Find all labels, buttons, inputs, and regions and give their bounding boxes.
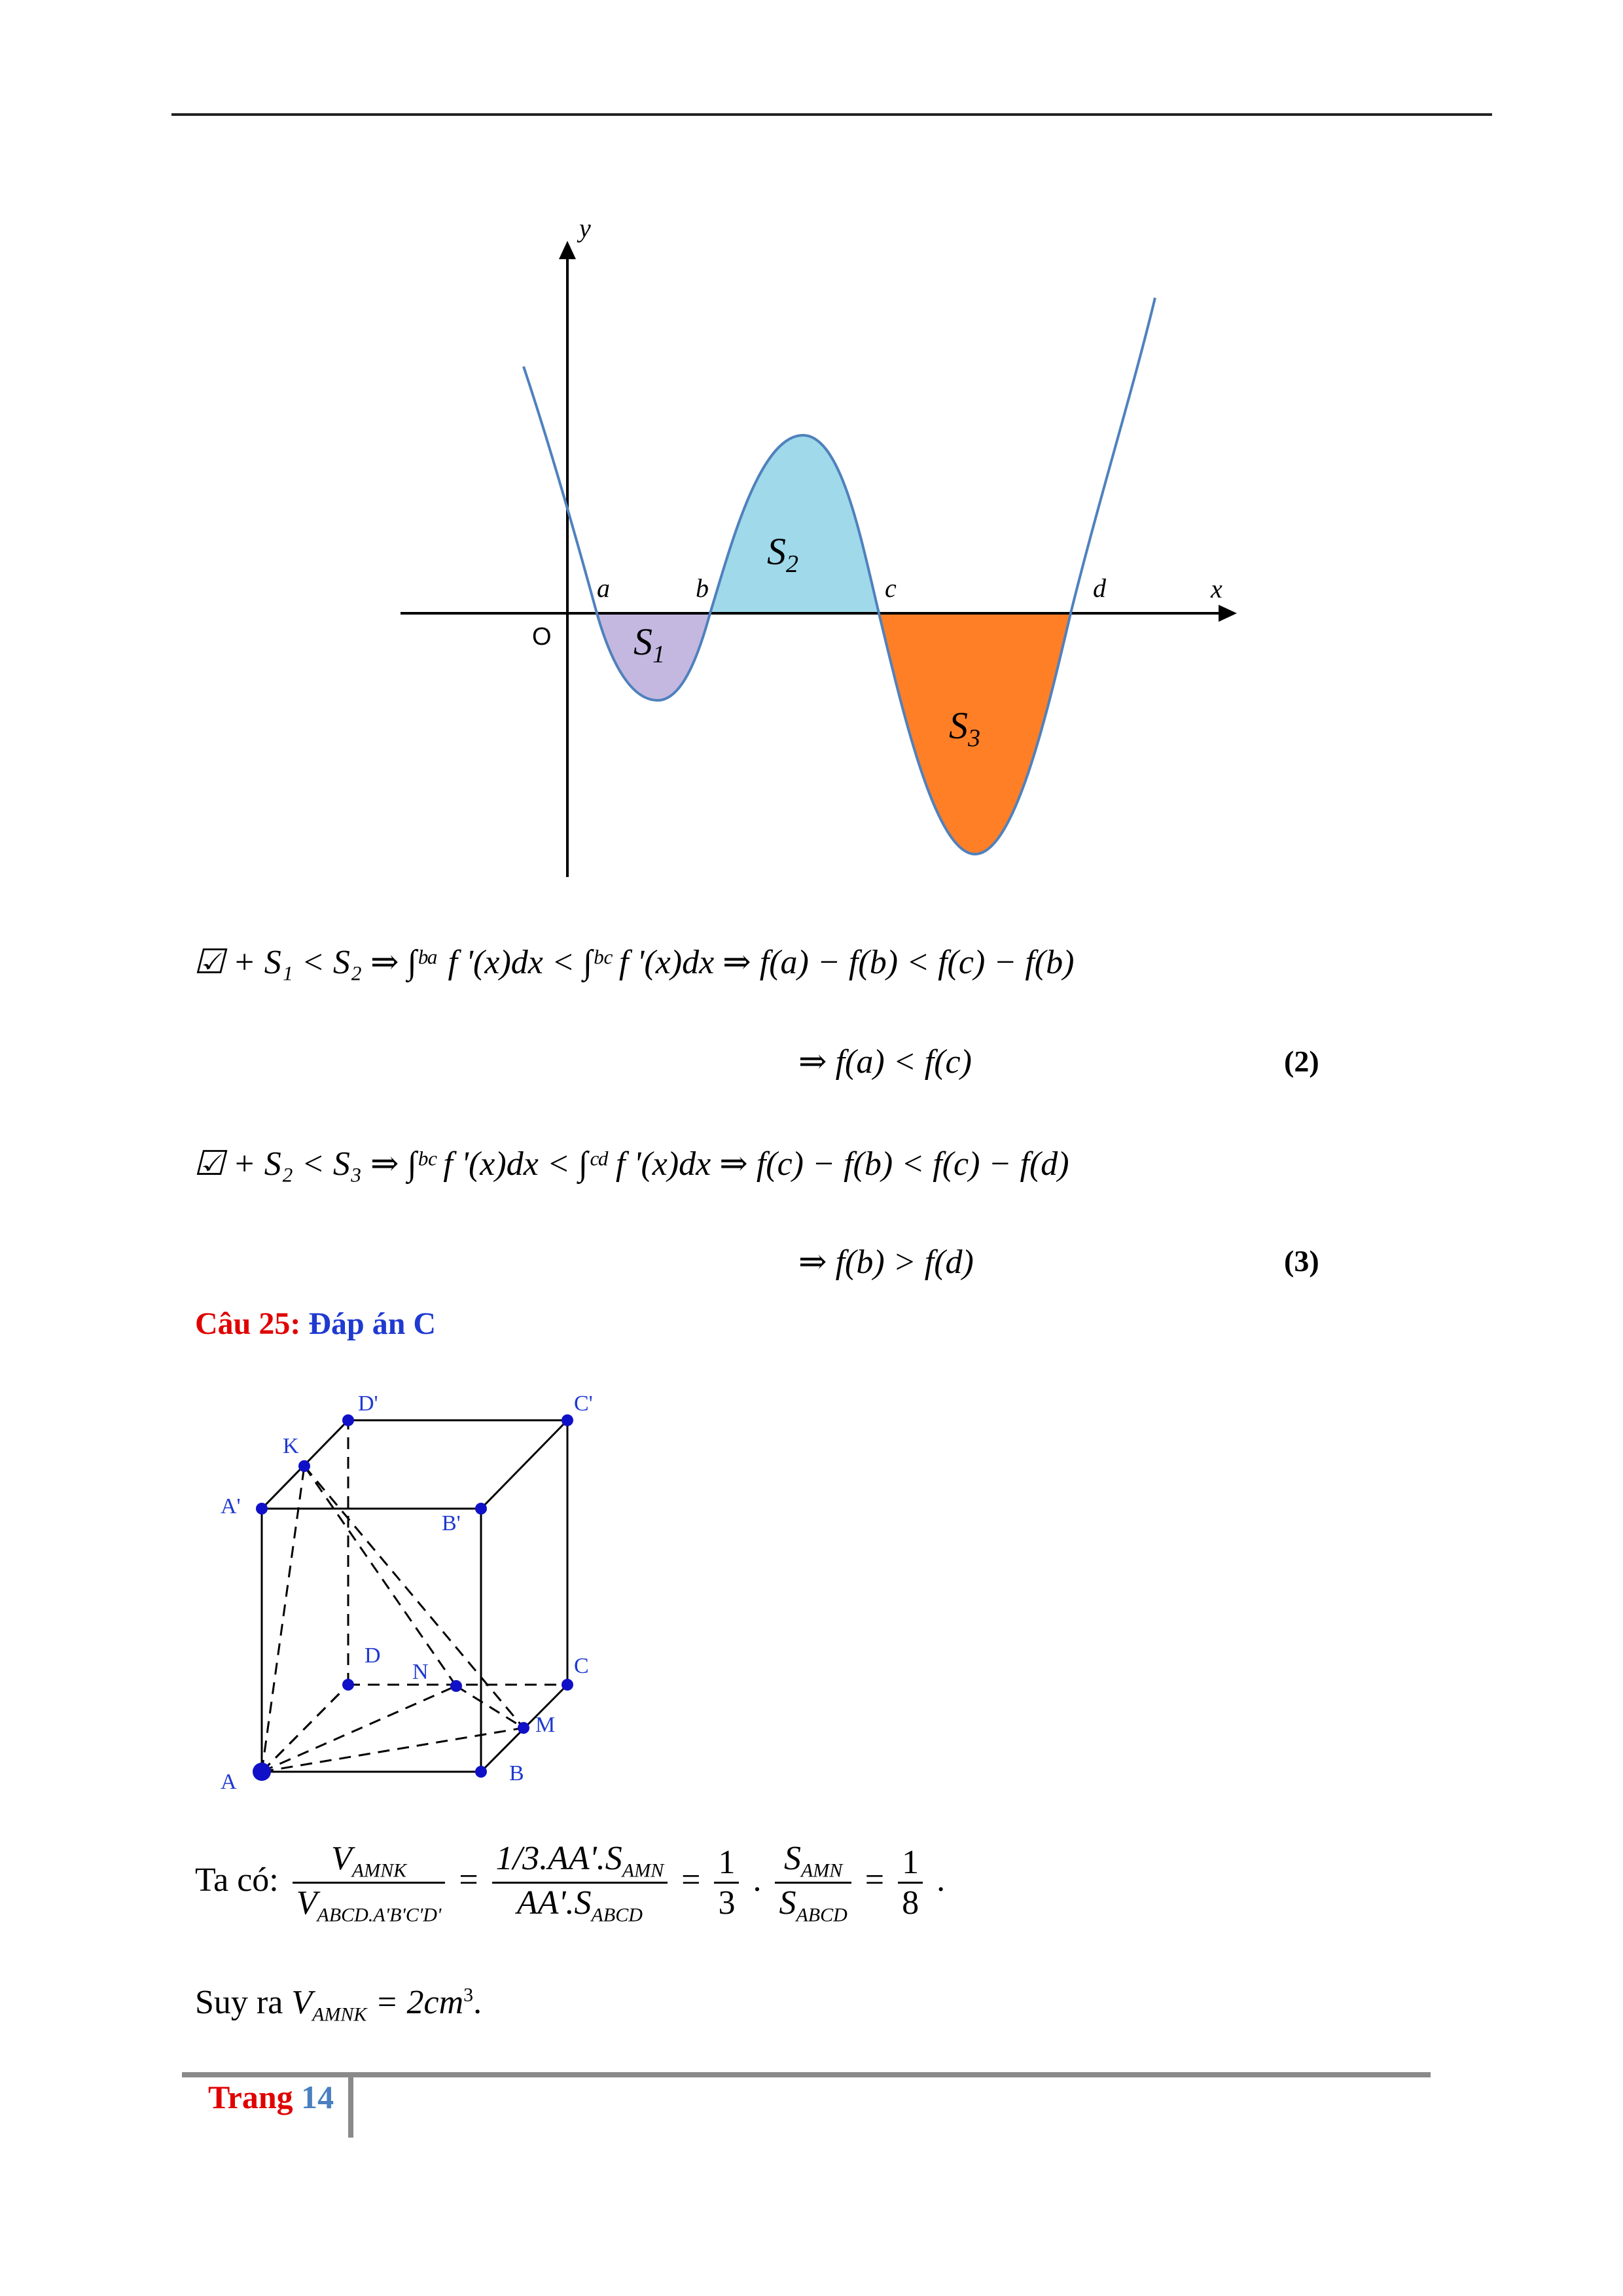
- label-s1: $S_1$: [633, 620, 665, 668]
- label-s2: $S_2$: [767, 530, 798, 578]
- equation-tag-3: (3): [1284, 1244, 1319, 1278]
- point-a: a: [597, 573, 610, 603]
- y-axis-label: y: [579, 213, 591, 243]
- page-number: 14: [301, 2079, 334, 2115]
- footer-rule: [182, 2072, 1431, 2077]
- fraction-middle: $\frac{1/3.AA'.S_{AMN}}{AA'.S_{ABCD}}$: [492, 1839, 668, 1927]
- footer-divider: [348, 2075, 353, 2138]
- footer-label: Trang: [208, 2079, 293, 2115]
- vertex-n: N: [412, 1660, 429, 1684]
- header-rule: [171, 113, 1492, 116]
- vertex-m: M: [535, 1713, 556, 1737]
- equation-tag-2: (2): [1284, 1045, 1319, 1078]
- question-heading: [195, 1306, 436, 1342]
- fraction-area: $\frac{S_{AMN}}{S_{ABCD}}$: [775, 1839, 851, 1927]
- fraction-volume: $\frac{V_{AMNK}}{V_{ABCD.A'B'C'D'}}$: [293, 1839, 446, 1927]
- fraction-one-third: $\frac{1}{3}$: [714, 1843, 739, 1922]
- vertex-c: C: [574, 1654, 589, 1678]
- conclusion-line: Suy ra $V_{AMNK} = 2cm^3$.: [195, 1984, 482, 2026]
- fraction-result: $\frac{1}{8}$: [898, 1843, 923, 1922]
- question-label: Câu 25:: [195, 1306, 301, 1341]
- page-footer: [208, 2078, 334, 2116]
- vertex-d: D: [365, 1643, 381, 1668]
- region-s2: [710, 435, 879, 613]
- x-axis-label: x: [1211, 574, 1222, 603]
- cube-figure: [209, 1381, 628, 1800]
- vertex-b-prime: B': [442, 1511, 461, 1535]
- inequality-line-2: ⇒ f(a) < f(c): [798, 1043, 972, 1081]
- ratio-prefix: Ta có:: [195, 1861, 279, 1899]
- vertex-k: K: [283, 1434, 299, 1458]
- origin-label: O: [532, 623, 552, 651]
- point-b: b: [696, 573, 709, 603]
- answer-label: Đáp án C: [308, 1306, 437, 1341]
- vertex-a: A: [221, 1770, 237, 1794]
- point-c: c: [885, 573, 897, 603]
- function-graph: [380, 209, 1296, 890]
- ratio-formula: Ta có: $\frac{V_{AMNK}}{V_{ABCD.A'B'C'D'}}$ = $\frac{1/3.AA'.S_{AMN}}{AA'.S_{ABCD}}$ = $\frac{1}{3}$ . $\frac{S_{AMN}}{S_{ABCD}}$ = $\frac{1}{8}$ .: [195, 1840, 946, 1926]
- label-s3: $S_3$: [949, 704, 980, 752]
- vertex-d-prime: D': [358, 1391, 378, 1416]
- inequality-line-4: ⇒ f(b) > f(d): [798, 1244, 974, 1281]
- vertex-b: B: [509, 1761, 524, 1785]
- vertex-c-prime: C': [574, 1391, 593, 1416]
- vertex-a-prime: A': [221, 1494, 241, 1518]
- inequality-line-1: ☑ + S₁ < S₂ ⇒ ∫ᵇᵃ f '(x)dx < ∫ᵇᶜ f '(x)dx ⇒ f(a) − f(b) < f(c) − f(b): [194, 944, 1075, 981]
- inequality-line-3: ☑ + S₂ < S₃ ⇒ ∫ᵇᶜ f '(x)dx < ∫ᶜᵈ f '(x)dx ⇒ f(c) − f(b) < f(c) − f(d): [194, 1145, 1069, 1183]
- point-d: d: [1093, 573, 1106, 603]
